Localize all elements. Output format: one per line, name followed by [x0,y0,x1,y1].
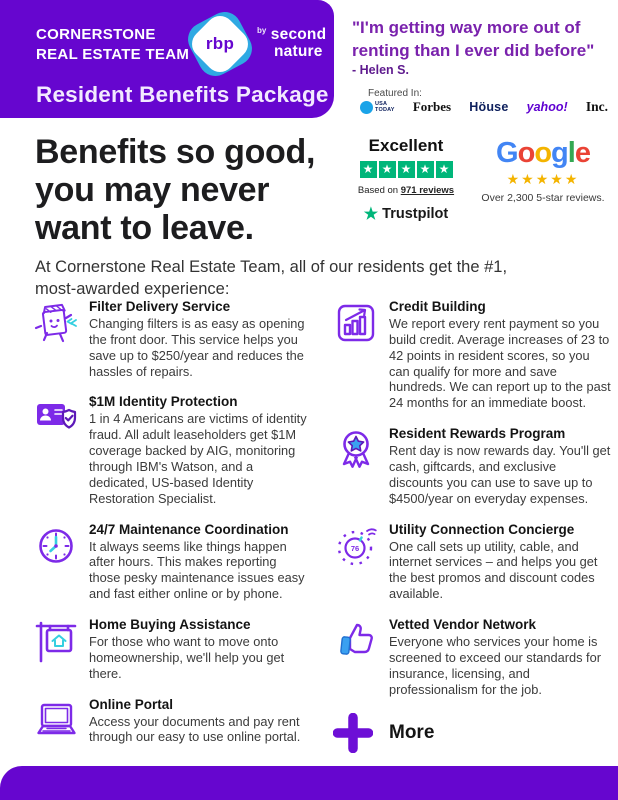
trustpilot-star-icon: ★ [417,161,434,178]
benefit-rewards [333,426,611,506]
quote-line1: "I'm getting way more out of [352,18,581,37]
benefits-column-left [33,299,311,768]
thermostat-dial-icon [333,522,379,602]
home-sign-icon [33,617,79,682]
benefit-body: One call sets up utility, cable, and internet services – and helps you get the best promos and discount codes available. [389,538,598,602]
google-stars: ★★★★★ [506,171,580,187]
trustpilot-review-count-link[interactable]: 971 reviews [400,185,455,196]
hero-title-line2: you may never [35,171,270,210]
benefits-grid [33,299,611,768]
hero-title-line3: want to leave. [35,209,254,248]
clock-icon [33,522,79,602]
benefit-home-buying [33,617,311,682]
benefit-title: Credit Building [389,299,486,314]
thumbs-up-icon [333,617,379,697]
brand-name [36,25,189,64]
benefit-body: Access your documents and pay rent through our easy to use online portal. [89,713,301,745]
benefit-utility-concierge [333,522,611,602]
quote-line2: renting than I ever did before" [352,40,595,60]
featured-in-label: Featured In: [368,88,422,99]
svg-text:76: 76 [350,543,360,553]
google-review-caption: Over 2,300 5-star reviews. [481,192,605,204]
benefit-title: Online Portal [89,696,174,712]
hero-title-line1: Benefits so good, [35,133,316,171]
identity-protection-icon [33,394,79,506]
intro-line2: most-awarded experience: [35,279,230,298]
brand-line1: CORNERSTONE [36,26,156,43]
testimonial-attribution: - Helen S. [352,63,409,77]
testimonial-quote [352,17,612,62]
benefit-credit-building [333,299,611,411]
usa-today-logo [360,101,395,114]
trustpilot-logo-text: Trustpilot [382,206,449,222]
intro-text [35,257,507,301]
benefit-filter-delivery [33,299,311,379]
trustpilot-stars [350,161,462,178]
intro-line1: At Cornerstone Real Estate Team, all of our residents get the #1, [35,258,508,276]
trustpilot-star-icon: ★ [379,161,396,178]
by-label: by [257,26,267,35]
footer-bar [0,766,618,800]
package-title: Resident Benefits Package [36,82,329,107]
trustpilot-review-count-line: Based on 971 reviews [357,185,455,196]
benefit-vendor-network [333,617,611,697]
benefit-body: We report every rent payment so you build credit. Average increases of 23 to 42 points in resident scores, so you can qualify for more and save hundreds. We can report up to the past 24 months for an immediate boost. [389,316,611,411]
trustpilot-rating-label: Excellent [368,136,444,155]
benefit-online-portal [33,697,311,746]
featured-logo-row [360,99,608,115]
benefit-body: Everyone who services your home is screened to exceed our standards for insurance, licensing, and professionalism for the job. [389,634,601,697]
forbes-logo: Forbes [412,99,452,114]
credit-chart-icon [333,299,379,411]
laptop-icon [33,697,79,746]
benefit-identity-protection [33,394,311,506]
trustpilot-review-block [350,136,462,224]
inc-logo: Inc. [585,99,608,114]
hero-title [35,133,315,247]
trustpilot-star-icon: ★ [398,161,415,178]
benefit-title: Filter Delivery Service [89,299,231,314]
benefit-title: Home Buying Assistance [89,617,251,633]
google-logo: Google [496,137,590,169]
trustpilot-star-icon: ★ [360,161,377,178]
benefit-title: Vetted Vendor Network [389,617,537,633]
yahoo-logo: yahoo! [526,100,568,114]
benefit-title: Utility Connection Concierge [389,521,575,537]
benefit-title: $1M Identity Protection [89,394,238,410]
benefit-body: It always seems like things happen after hours. This makes reporting those pesky maintenance issues easy and fast either online or by phone. [89,538,305,602]
trustpilot-star-icon: ★ [436,161,453,178]
trustpilot-logo-star-icon: ★ [363,206,379,223]
header-panel [0,0,334,118]
google-review-block [476,139,610,204]
second-nature-word2: nature [274,43,323,60]
benefit-body: Rent day is now rewards day. You'll get cash, giftcards, and exclusive discounts you can use to save up to $4500/year on everyday expenses. [389,443,611,506]
house-beautiful-logo: Höuse [469,100,509,114]
benefit-body: For those who want to move onto homeownership, we'll help you get there. [89,634,285,681]
rbp-logo [188,12,252,76]
benefits-column-right [333,299,611,768]
plus-icon [333,712,379,753]
benefit-body: 1 in 4 Americans are victims of identity fraud. All adult leaseholders get $1M coverage backed by AIG, monitoring through IBM's Watson, and a dedicated, US-based Identity Restoration Specialist. [89,411,307,506]
brand-line2: REAL ESTATE TEAM [36,45,190,63]
second-nature-logo [257,27,326,60]
benefit-title: Resident Rewards Program [389,426,566,442]
benefit-body: Changing filters is as easy as opening the front door. This service helps you save up to $250/year and reduces the hassles of repairs. [89,316,305,379]
trustpilot-logo [350,204,462,224]
usa-today-text: USA TODAY [375,100,395,113]
award-medal-icon [333,426,379,506]
usa-today-circle-icon [360,101,373,114]
filter-delivery-icon [33,299,79,379]
benefit-more [333,712,611,753]
benefit-title: 24/7 Maintenance Coordination [89,521,289,537]
rbp-logo-label: rbp [205,34,235,53]
more-label: More [389,721,435,743]
benefit-maintenance [33,522,311,602]
second-nature-word1: second [270,26,327,43]
